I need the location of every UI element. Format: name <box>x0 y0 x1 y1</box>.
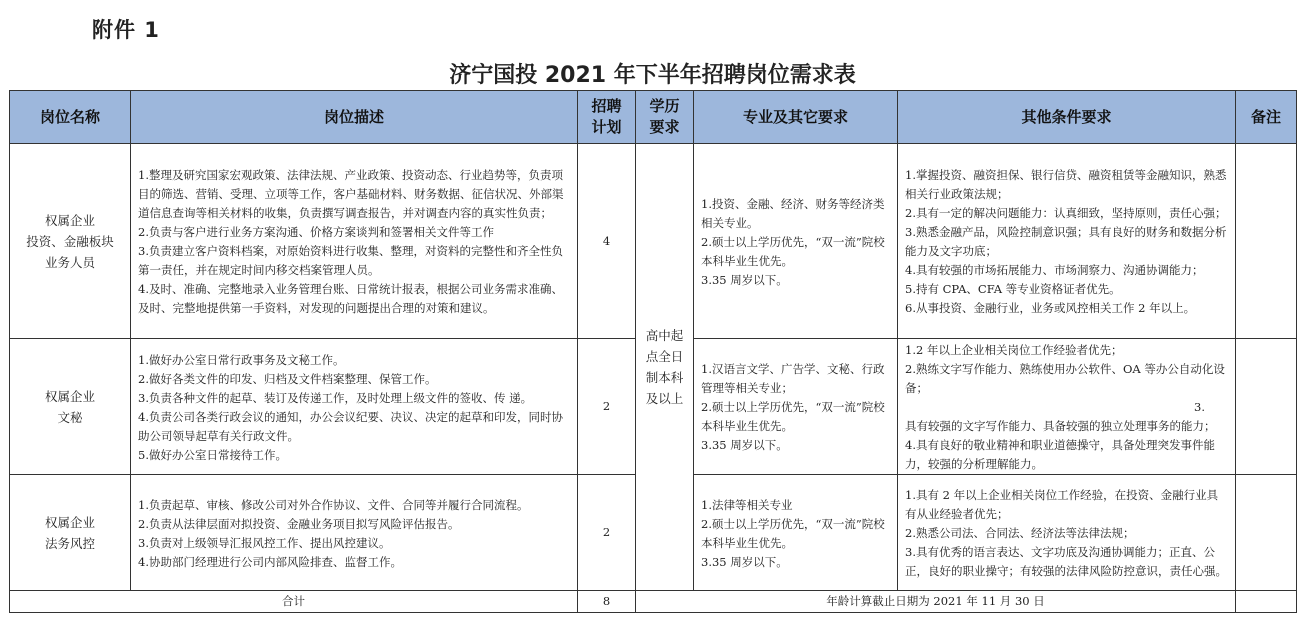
total-value: 8 <box>578 591 636 613</box>
position-description: 1.整理及研究国家宏观政策、法律法规、产业政策、投资动态、行业趋势等，负责项目的筛选、营销、受理、立项等工作，客户基础材料、财务数据、征信状况、外部渠道信息查询等相关材料的收集，负责撰写调查报告，并对调查内容的真实性负责； 2.负责与客户进行业务方案沟通、价格方案谈判和签署相关文件等工作 3.负责建立客户资料档案，对原始资料进行收集、整理，对资料的完整性和齐全性负第一责任，并在规定时间内移交档案管理人员。 4.及时、准确、完整地录入业务管理台账、日常统计报表，根据公司业务需求准确、及时、完整地提供第一手资料，对发现的问题提出合理的对策和建议。 <box>131 144 578 339</box>
position-description: 1.负责起草、审核、修改公司对外合作协议、文件、合同等并履行合同流程。 2.负责从法律层面对拟投资、金融业务项目拟写风险评估报告。 3.负责对上级领导汇报风控工作、提出风控建议。 4.协助部门经理进行公司内部风险排查、监督工作。 <box>131 475 578 591</box>
header-remark: 备注 <box>1236 91 1297 144</box>
position-name: 权属企业 投资、金融板块 业务人员 <box>10 144 131 339</box>
remark-cell <box>1236 339 1297 475</box>
position-name: 权属企业 文秘 <box>10 339 131 475</box>
total-label: 合计 <box>10 591 578 613</box>
position-description: 1.做好办公室日常行政事务及文秘工作。 2.做好各类文件的印发、归档及文件档案整理、保管工作。 3.负责各种文件的起草、装订及传递工作，及时处理上级文件的签收、传 递。 4.负责公司各类行政会议的通知，办公会议纪要、决议、决定的起草和印发，同时协助公司领导起草有关行政文件。 5.做好办公室日常接待工作。 <box>131 339 578 475</box>
position-name: 权属企业 法务风控 <box>10 475 131 591</box>
other-requirement: 1.2 年以上企业相关岗位工作经验者优先； 2.熟练文字写作能力、熟练使用办公软件、OA 等办公自动化设备； 3. 具有较强的文字写作能力、具备较强的独立处理事务的能力； 4.具有良好的敬业精神和职业道德操守，具备处理突发事件能力，较强的分析理解能力。 <box>898 339 1236 475</box>
other-requirement: 1.掌握投资、融资担保、银行信贷、融资租赁等金融知识，熟悉相关行业政策法规； 2.具有一定的解决问题能力：认真细致，坚持原则，责任心强； 3.熟悉金融产品，风险控制意识强；具有良好的财务和数据分析能力及文字功底； 4.具有较强的市场拓展能力、市场洞察力、沟通协调能力； 5.持有 CPA、CFA 等专业资格证者优先。 6.从事投资、金融行业，业务或风控相关工作 2 年以上。 <box>898 144 1236 339</box>
header-description: 岗位描述 <box>131 91 578 144</box>
recruitment-table <box>9 90 1297 613</box>
attachment-label: 附件 1 <box>92 18 160 42</box>
header-plan: 招聘 计划 <box>578 91 636 144</box>
remark-cell <box>1236 591 1297 613</box>
header-major: 专业及其它要求 <box>694 91 898 144</box>
major-requirement: 1.投资、金融、经济、财务等经济类相关专业。 2.硕士以上学历优先，“双一流”院校本科毕业生优先。 3.35 周岁以下。 <box>694 144 898 339</box>
recruit-plan: 2 <box>578 475 636 591</box>
major-requirement: 1.法律等相关专业 2.硕士以上学历优先，“双一流”院校本科毕业生优先。 3.35 周岁以下。 <box>694 475 898 591</box>
education-requirement: 高中起点全日制本科及以上 <box>636 144 694 591</box>
remark-cell <box>1236 144 1297 339</box>
header-position: 岗位名称 <box>10 91 131 144</box>
total-row <box>10 591 1297 613</box>
page-title: 济宁国投 2021 年下半年招聘岗位需求表 <box>449 63 856 88</box>
recruit-plan: 4 <box>578 144 636 339</box>
other-requirement: 1.具有 2 年以上企业相关岗位工作经验，在投资、金融行业具有从业经验者优先； 2.熟悉公司法、合同法、经济法等法律法规； 3.具有优秀的语言表达、文字功底及沟通协调能力；正直、公正，良好的职业操守；有较强的法律风险防控意识，责任心强。 <box>898 475 1236 591</box>
recruit-plan: 2 <box>578 339 636 475</box>
table-row <box>10 144 1297 339</box>
header-other: 其他条件要求 <box>898 91 1236 144</box>
header-row <box>10 91 1297 144</box>
major-requirement: 1.汉语言文学、广告学、文秘、行政管理等相关专业； 2.硕士以上学历优先，“双一流”院校本科毕业生优先。 3.35 周岁以下。 <box>694 339 898 475</box>
age-cutoff-note: 年龄计算截止日期为 2021 年 11 月 30 日 <box>636 591 1236 613</box>
header-education: 学历 要求 <box>636 91 694 144</box>
remark-cell <box>1236 475 1297 591</box>
